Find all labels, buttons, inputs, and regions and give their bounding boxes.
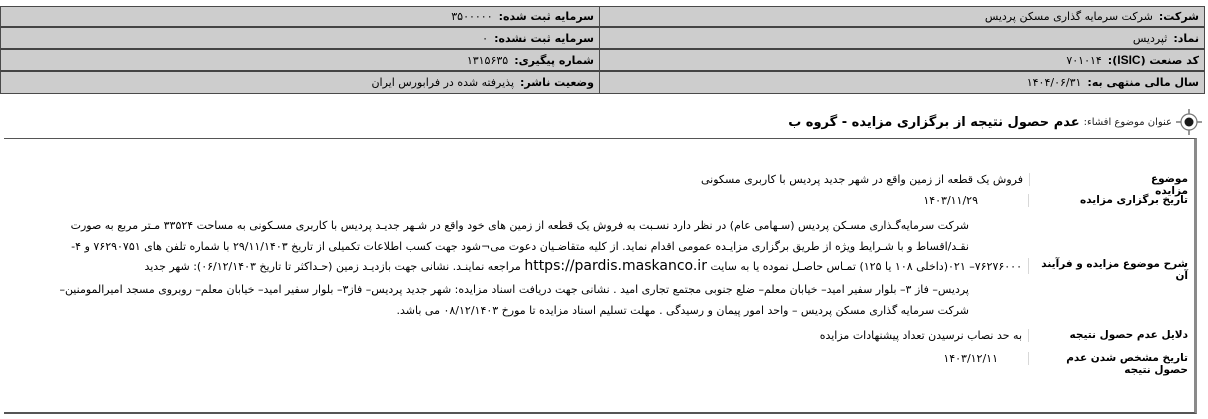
auction-details-panel (4, 138, 1197, 414)
auction-subject-value: فروش یک قطعه از زمین واقع در شهر جدید پردیس با کاربری مسکونی (701, 173, 1030, 186)
symbol-value: ثپردیس (1132, 31, 1168, 45)
failure-reasons-value: به حد نصاب نرسیدن تعداد پیشنهادات مزایده (820, 329, 1029, 342)
unregistered-capital-value: ۰ (482, 31, 489, 45)
isic-label-prefix: کد صنعت ( (1140, 54, 1199, 67)
auction-description-line-2: نقـد/اقساط و با شـرایط ویژه از طریق برگزاری مزایـده عمومی اقدام نماید. از کلیه متقاضـیان دعوت می¬شود جهت کسب اطلاعات تکمیلی از تاریخ ۲۹/۱۱/۱۴۰۳ با شماره تلفن های ۷۶۲۹۰۷۵۱ و ۴- (71, 240, 969, 253)
tracking-number-label: شماره پیگیری: (514, 53, 594, 67)
isic-label (1108, 53, 1199, 67)
description-line-3-end: مراجعه نماینـد. نشانی جهت بازدیـد زمین (حـداکثر تا تاریخ ۰۶/۱۲/۱۴۰۳): شهر جدید (144, 260, 521, 273)
registered-capital-row (0, 6, 600, 28)
auction-date-row (923, 194, 1194, 207)
disclosure-title: عدم حصول نتیجه از برگزاری مزایده - گروه ب (788, 114, 1080, 130)
fiscal-year-value: ۱۴۰۴/۰۶/۳۱ (1026, 76, 1082, 89)
auction-date-value: ۱۴۰۳/۱۱/۲۹ (923, 194, 1029, 207)
result-date-row (943, 352, 1194, 376)
company-row (600, 6, 1205, 28)
auction-description-line-4: پردیس– فاز ۳– بلوار سفیر امید– خیابان معلم– ضلع جنوبی مجتمع تجاری امید . نشانی جهت دریافت اسناد مزایده: شهر جدید پردیس– فاز۳– بلوار سفیر امید– خیابان معلم– روبروی مسجد امیرالمومنین– (59, 283, 969, 296)
result-date-label: تاریخ مشخص شدن عدم حصول نتیجه (1066, 352, 1188, 376)
company-info-left-column (0, 6, 600, 94)
target-icon (1176, 109, 1202, 135)
fiscal-year-row (600, 72, 1205, 94)
tracking-number-value: ۱۳۱۵۶۳۵ (466, 53, 509, 67)
company-value: شرکت سرمایه گذاری مسکن پردیس (984, 10, 1153, 23)
auction-description-label: شرح موضوع مزایده و فرآیند آن (1041, 258, 1188, 282)
symbol-row (600, 28, 1205, 50)
company-label: شرکت: (1158, 10, 1199, 23)
disclosure-title-prefix: عنوان موضوع افشاء: (1083, 116, 1172, 128)
unregistered-capital-row (0, 28, 600, 50)
publisher-status-row (0, 72, 600, 94)
result-date-value: ۱۴۰۳/۱۲/۱۱ (943, 352, 1029, 365)
isic-value: ۷۰۱۰۱۴ (1066, 53, 1102, 67)
publisher-status-label: وضعیت ناشر: (520, 76, 594, 89)
fiscal-year-label: سال مالی منتهی به: (1087, 76, 1199, 89)
company-info-right-column (600, 6, 1205, 94)
failure-reasons-row (820, 329, 1194, 342)
tracking-number-row (0, 50, 600, 72)
failure-reasons-label: دلایل عدم حصول نتیجه (1069, 329, 1188, 341)
auction-date-label: تاریخ برگزاری مزایده (1080, 194, 1188, 206)
publisher-status-value: پذیرفته شده در فرابورس ایران (371, 76, 515, 89)
symbol-label: نماد: (1173, 31, 1199, 45)
auction-description-line-3 (60, 258, 1029, 274)
disclosure-title-bar (788, 110, 1208, 134)
description-line-3-start: ۷۶۲۷۶۰۰۰– ۰۲۱(داخلی ۱۰۸ یا ۱۲۵) تمـاس حاصـل نموده یا به سایت (710, 260, 1022, 273)
isic-label-latin: ISIC (1117, 53, 1141, 67)
isic-label-suffix: ): (1107, 54, 1118, 67)
company-info-grid (0, 6, 1205, 94)
registered-capital-label: سرمایه ثبت شده: (498, 10, 594, 23)
auction-subject-label: موضوع مزایده (1151, 173, 1188, 197)
unregistered-capital-label: سرمایه ثبت نشده: (494, 31, 594, 45)
auction-description-line-5: شرکت سرمایه گذاری مسکن پردیس – واحد امور پیمان و رسیدگی . مهلت تسلیم اسناد مزایده تا مورخ ۰۸/۱۲/۱۴۰۳ می باشد. (396, 304, 969, 317)
pardis-website-link[interactable]: https://pardis.maskanco.ir (524, 258, 707, 274)
registered-capital-value: ۳۵۰۰۰۰۰ (451, 10, 493, 23)
auction-description-line-1: شرکت سرمایه‌گـذاری مسـکن پردیس (سـهامی عام) در نظر دارد نسـبت به فروش یک قطعه از زمین های خود واقع در شـهر جدیـد پردیس با کاربری مسـکونی به مساحت ۳۳۵۲۴ مـتر مربع به صورت (70, 219, 969, 232)
isic-row (600, 50, 1205, 72)
